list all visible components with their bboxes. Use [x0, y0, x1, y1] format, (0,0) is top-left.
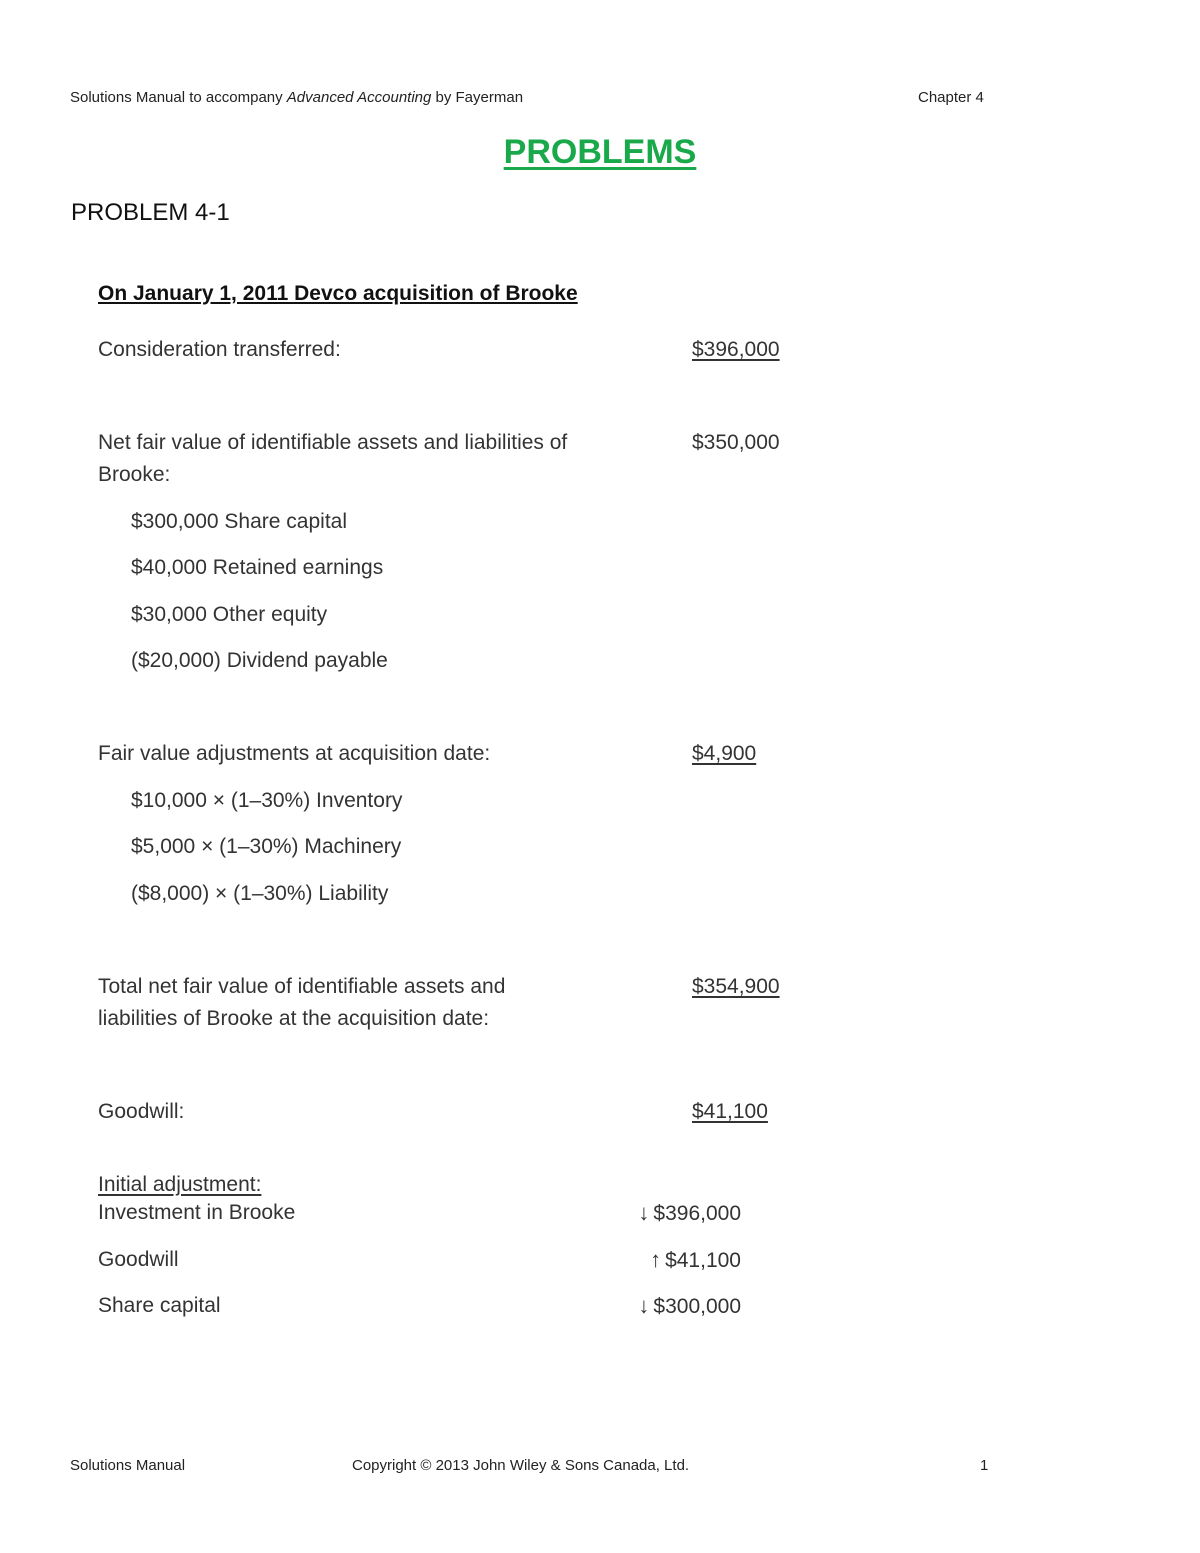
- header-chapter: Chapter 4: [918, 89, 984, 106]
- header-book-title: Advanced Accounting: [286, 89, 432, 106]
- adjustment-row-value: [620, 1290, 741, 1323]
- net-fair-value-label-line2: Brooke:: [98, 463, 171, 486]
- total-net-fair-value-label-line1: Total net fair value of identifiable assets and: [98, 975, 506, 998]
- arrow-up-icon: ↑: [650, 1247, 662, 1272]
- consideration-label: Consideration transferred:: [98, 338, 341, 361]
- header-title: [70, 89, 523, 106]
- header-suffix: by Fayerman: [431, 89, 524, 106]
- total-net-fair-value-label-line2: liabilities of Brooke at the acquisition date:: [98, 1007, 490, 1030]
- arrow-down-icon: ↓: [638, 1293, 650, 1318]
- adjustment-row-value: [620, 1244, 741, 1277]
- adjustment-row-value: [620, 1197, 741, 1230]
- net-fair-value-item: ($20,000) Dividend payable: [131, 649, 388, 672]
- problem-title: PROBLEM 4-1: [71, 199, 230, 226]
- adjustment-row-amount: $300,000: [653, 1295, 741, 1318]
- net-fair-value-item: $40,000 Retained earnings: [131, 556, 384, 579]
- goodwill-label: Goodwill:: [98, 1100, 185, 1123]
- net-fair-value-item: $300,000 Share capital: [131, 510, 347, 533]
- footer-left: Solutions Manual: [70, 1457, 186, 1474]
- total-net-fair-value-amount: $354,900: [692, 975, 780, 998]
- net-fair-value-label-line1: Net fair value of identifiable assets and liabilities of: [98, 431, 568, 454]
- adjustment-row-label: Goodwill: [98, 1248, 179, 1271]
- fair-value-adjustment-item: $5,000 × (1–30%) Machinery: [131, 835, 402, 858]
- arrow-down-icon: ↓: [638, 1200, 650, 1225]
- fair-value-adjustments-label: Fair value adjustments at acquisition date:: [98, 742, 491, 765]
- section-title: PROBLEMS: [503, 133, 697, 171]
- initial-adjustment-heading: Initial adjustment:: [98, 1173, 262, 1196]
- fair-value-adjustments-amount: $4,900: [692, 742, 757, 765]
- adjustment-row-label: Share capital: [98, 1294, 221, 1317]
- net-fair-value-item: $30,000 Other equity: [131, 603, 328, 626]
- header-prefix: Solutions Manual to accompany: [70, 89, 287, 106]
- net-fair-value-amount: $350,000: [692, 431, 780, 454]
- goodwill-amount: $41,100: [692, 1100, 768, 1123]
- adjustment-row-amount: $41,100: [665, 1249, 741, 1272]
- footer-copyright: Copyright © 2013 John Wiley & Sons Canada, Ltd.: [352, 1457, 690, 1474]
- fair-value-adjustment-item: ($8,000) × (1–30%) Liability: [131, 882, 389, 905]
- page-number: 1: [980, 1457, 989, 1474]
- fair-value-adjustment-item: $10,000 × (1–30%) Inventory: [131, 789, 403, 812]
- subheading: On January 1, 2011 Devco acquisition of Brooke: [98, 282, 578, 305]
- consideration-amount: $396,000: [692, 338, 780, 361]
- adjustment-row-amount: $396,000: [653, 1202, 741, 1225]
- adjustment-row-label: Investment in Brooke: [98, 1201, 296, 1224]
